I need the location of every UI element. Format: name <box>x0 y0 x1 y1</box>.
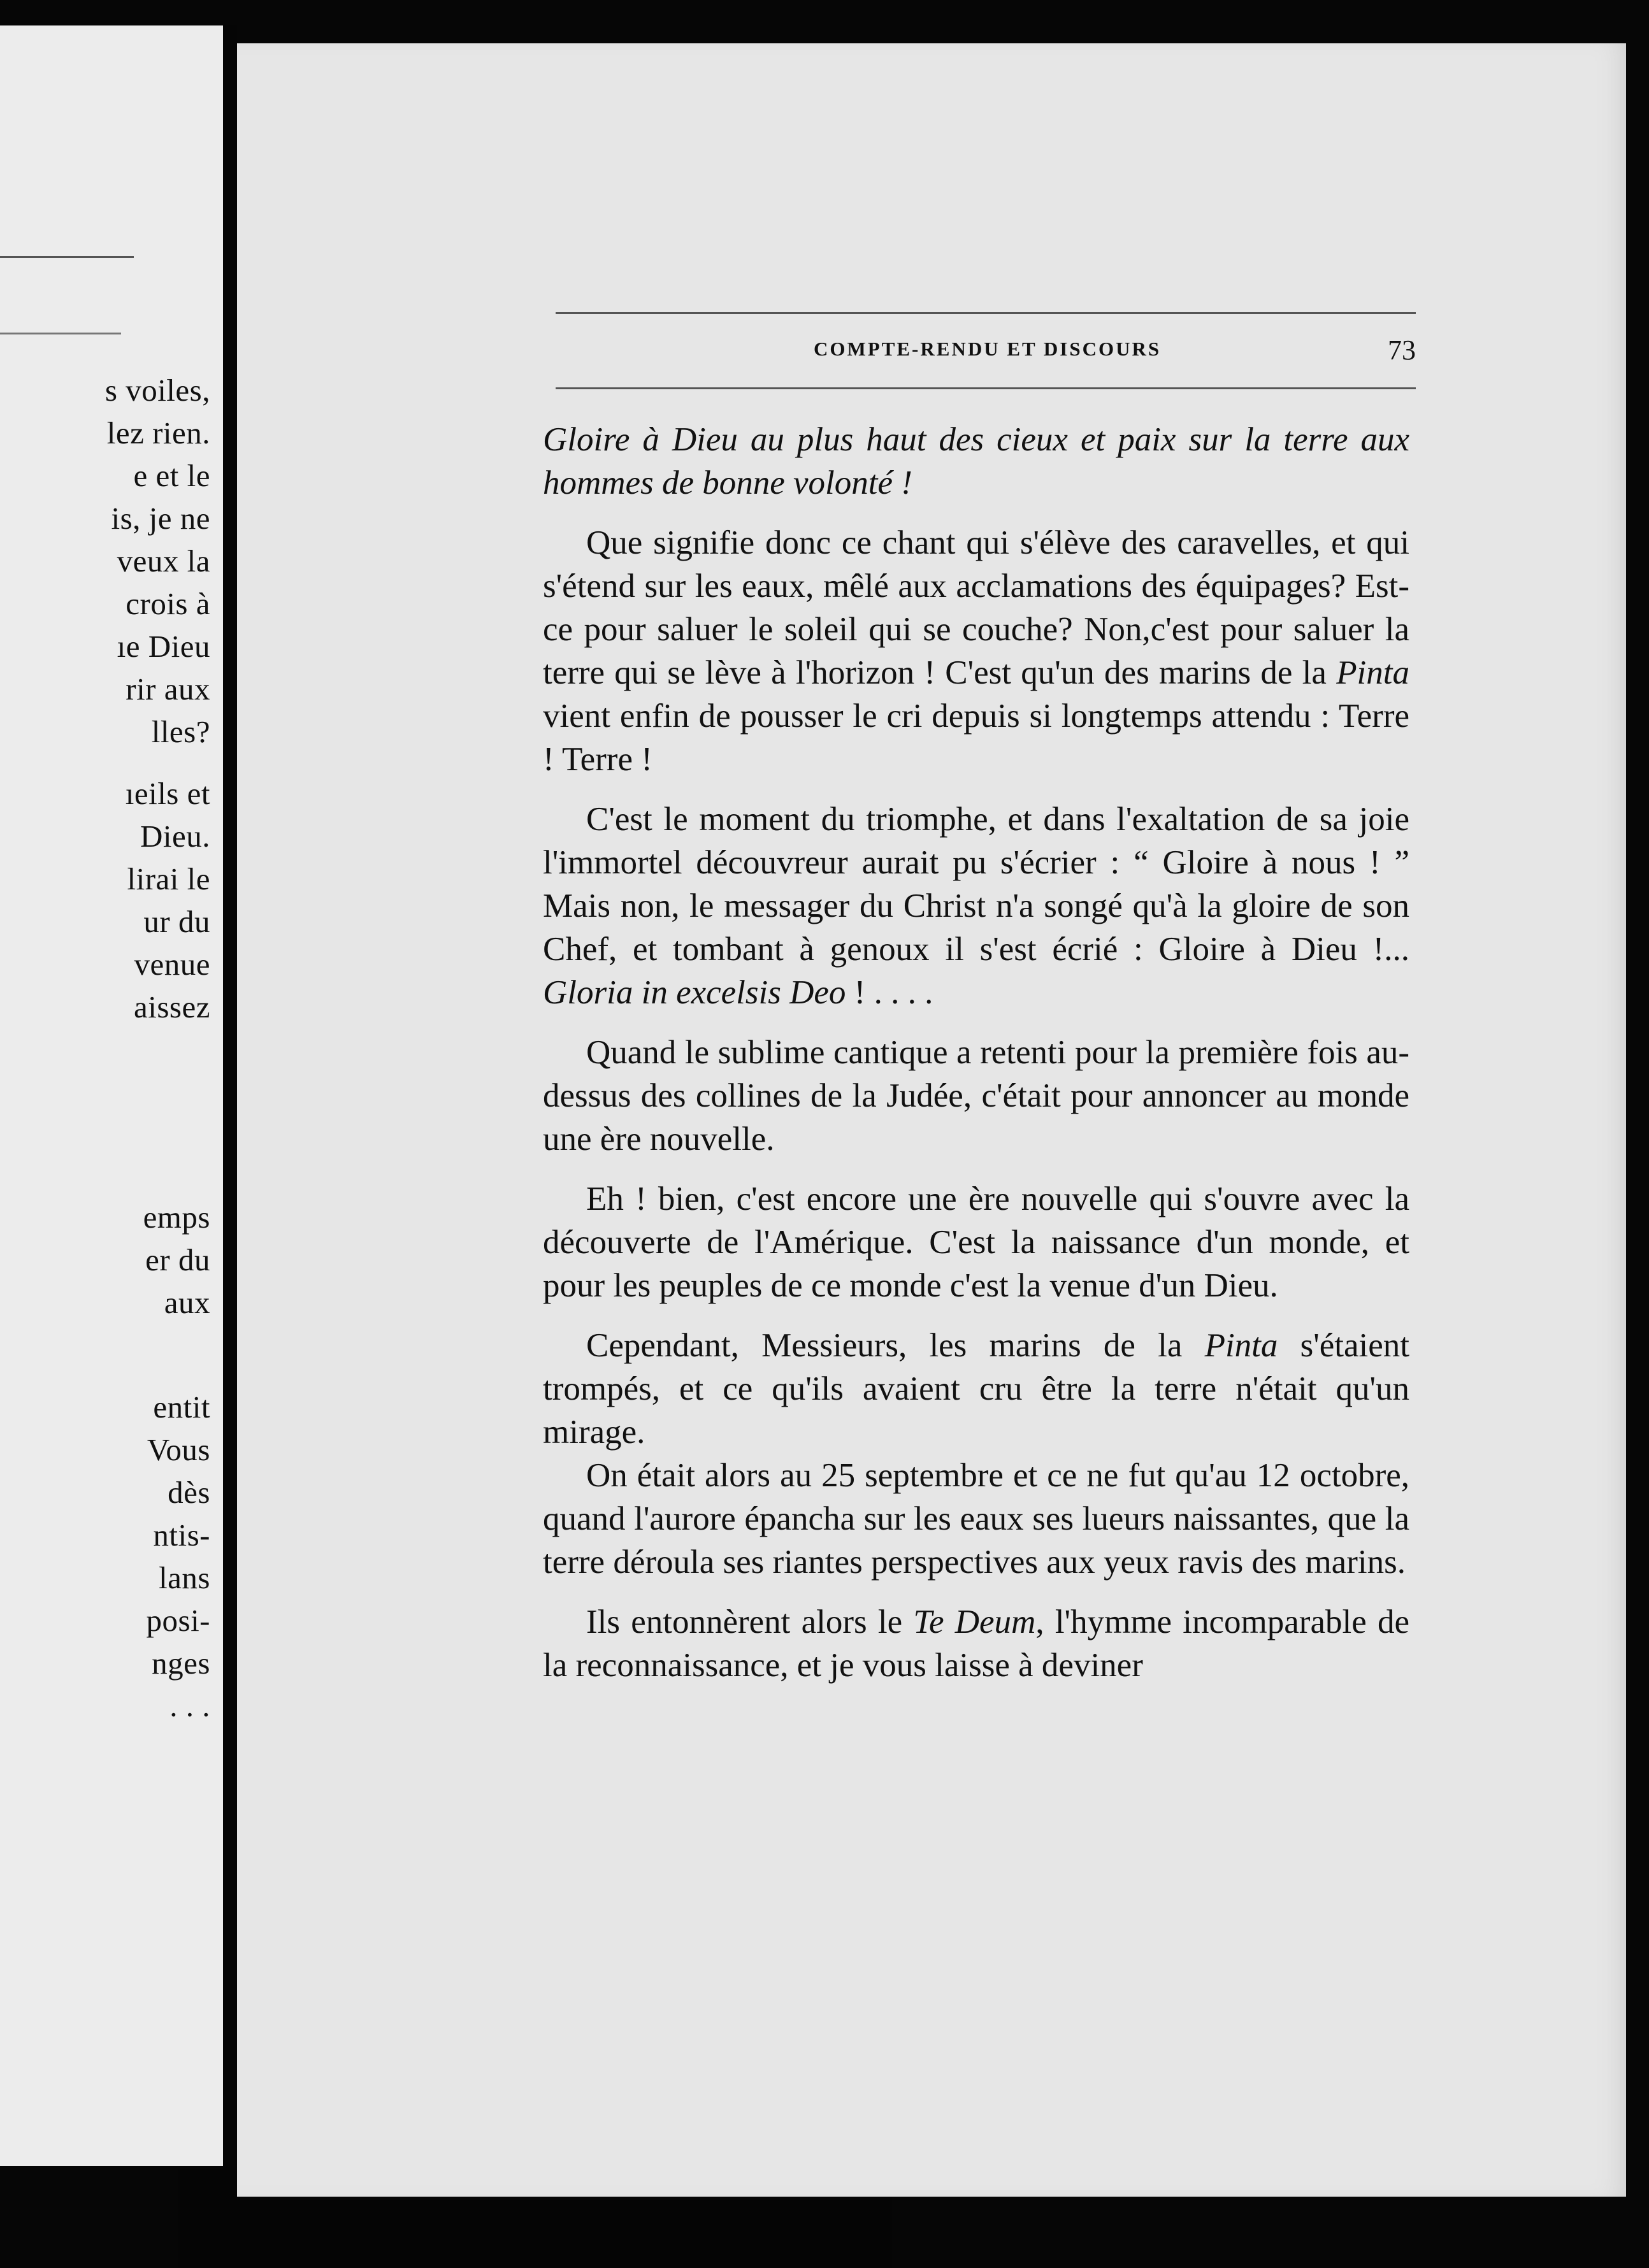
paragraph <box>543 798 1409 1014</box>
left-page-fragment: emps <box>143 1200 210 1235</box>
paragraph <box>543 1454 1409 1584</box>
left-page-fragment: is, je ne <box>111 501 210 536</box>
paragraph-text: Quand le sublime cantique a retenti pour la première fois au-dessus des collines de la Judée, c'était pour annoncer au monde une ère nouvelle. <box>543 1034 1409 1158</box>
running-head <box>556 334 1416 370</box>
italic-text: Te Deum <box>913 1604 1036 1640</box>
left-page-fragment: Dieu. <box>140 819 210 854</box>
left-page-fragment: venue <box>134 947 210 982</box>
paragraph-text: ! . . . . <box>854 974 933 1011</box>
paragraph-text: Cependant, Messieurs, les marins de la <box>586 1327 1183 1364</box>
italic-text: Gloria in excelsis Deo <box>543 974 846 1011</box>
paragraph-text: Que signifie donc ce chant qui s'élève des caravelles, et qui s'étend sur les eaux, mêlé aux acclamations des équipages? Est-ce pour saluer le soleil qui se couche? Non,c'est pour saluer la terre qui se lève à l'horizon ! C'est qu'un des marins de la <box>543 524 1409 691</box>
book-gutter <box>223 25 237 2217</box>
paragraph <box>543 521 1409 781</box>
left-page-fragment: lirai le <box>127 861 210 896</box>
paragraph <box>543 1600 1409 1687</box>
left-page-fragment: dès <box>168 1475 210 1510</box>
left-page-fragment: ıe Dieu <box>117 629 210 664</box>
page-number: 73 <box>1388 334 1416 366</box>
left-page-fragment: lles? <box>151 714 210 749</box>
left-page-fragment: s voiles, <box>104 373 210 408</box>
paragraph-text: On était alors au 25 septembre et ce ne fut qu'au 12 octobre, quand l'aurore épancha sur les eaux ses lueurs naissantes, que la terre déroula ses riantes perspectives aux yeux ravis des marins. <box>543 1457 1409 1581</box>
left-page-fragment: aux <box>164 1285 210 1320</box>
left-page-fragment: nges <box>152 1646 210 1681</box>
header-rule-bottom <box>556 387 1416 389</box>
running-title: COMPTE-RENDU ET DISCOURS <box>814 338 1162 360</box>
left-page-fragment: er du <box>145 1242 210 1277</box>
left-page-fragment: entit <box>153 1389 210 1425</box>
left-page-fragment: veux la <box>117 543 210 578</box>
paragraph-text: , l'hymme incomparable de la reconnaissance, et je vous laisse à deviner <box>543 1604 1409 1684</box>
paragraph-text: Ils entonnèrent alors le <box>586 1604 903 1640</box>
left-page-rule <box>0 333 121 334</box>
left-page-fragment: . . . <box>169 1688 210 1723</box>
left-page-rule <box>0 256 134 258</box>
previous-page-edge <box>0 25 223 2166</box>
left-page-fragment: rir aux <box>126 671 210 707</box>
left-page-fragment: e et le <box>133 458 210 493</box>
italic-text: Pinta <box>1204 1327 1278 1364</box>
left-page-fragment: ıeils et <box>125 776 210 811</box>
paragraph <box>543 1177 1409 1307</box>
left-page-fragment: ur du <box>143 904 210 939</box>
body-text <box>543 418 1409 1704</box>
book-page <box>237 43 1626 2197</box>
paragraph-text: C'est le moment du triomphe, et dans l'exaltation de sa joie l'immortel découvreur aurait pu s'écrier : “ Gloire à nous ! ” Mais non, le messager du Christ n'a songé qu'à la gloire de son Chef, et tombant à genoux il s'est écrié : Gloire à Dieu !... <box>543 801 1409 968</box>
left-page-fragment: ntis- <box>153 1518 210 1553</box>
left-page-fragment: lez rien. <box>106 415 210 450</box>
left-page-fragment: crois à <box>126 586 210 621</box>
italic-text: Gloire à Dieu au plus haut des cieux et paix sur la terre aux hommes de bonne volonté ! <box>543 421 1409 501</box>
paragraph <box>543 1031 1409 1161</box>
left-page-fragment: lans <box>159 1560 210 1595</box>
paragraph-text: s'étaient trompés, et ce qu'ils avaient cru être la terre n'était qu'un mirage. <box>543 1327 1410 1451</box>
italic-text: Pinta <box>1336 654 1410 691</box>
header-rule-top <box>556 312 1416 314</box>
left-page-fragment: Vous <box>147 1432 210 1467</box>
paragraph-text: Eh ! bien, c'est encore une ère nouvelle qui s'ouvre avec la découverte de l'Amérique. C'est la naissance d'un monde, et pour les peuples de ce monde c'est la venue d'un Dieu. <box>543 1181 1409 1304</box>
left-page-fragment: posi- <box>146 1603 210 1638</box>
left-page-fragment: aissez <box>134 989 210 1024</box>
paragraph <box>543 1324 1409 1454</box>
paragraph-text: vient enfin de pousser le cri depuis si longtemps attendu : Terre ! Terre ! <box>543 698 1409 778</box>
paragraph <box>543 418 1409 505</box>
